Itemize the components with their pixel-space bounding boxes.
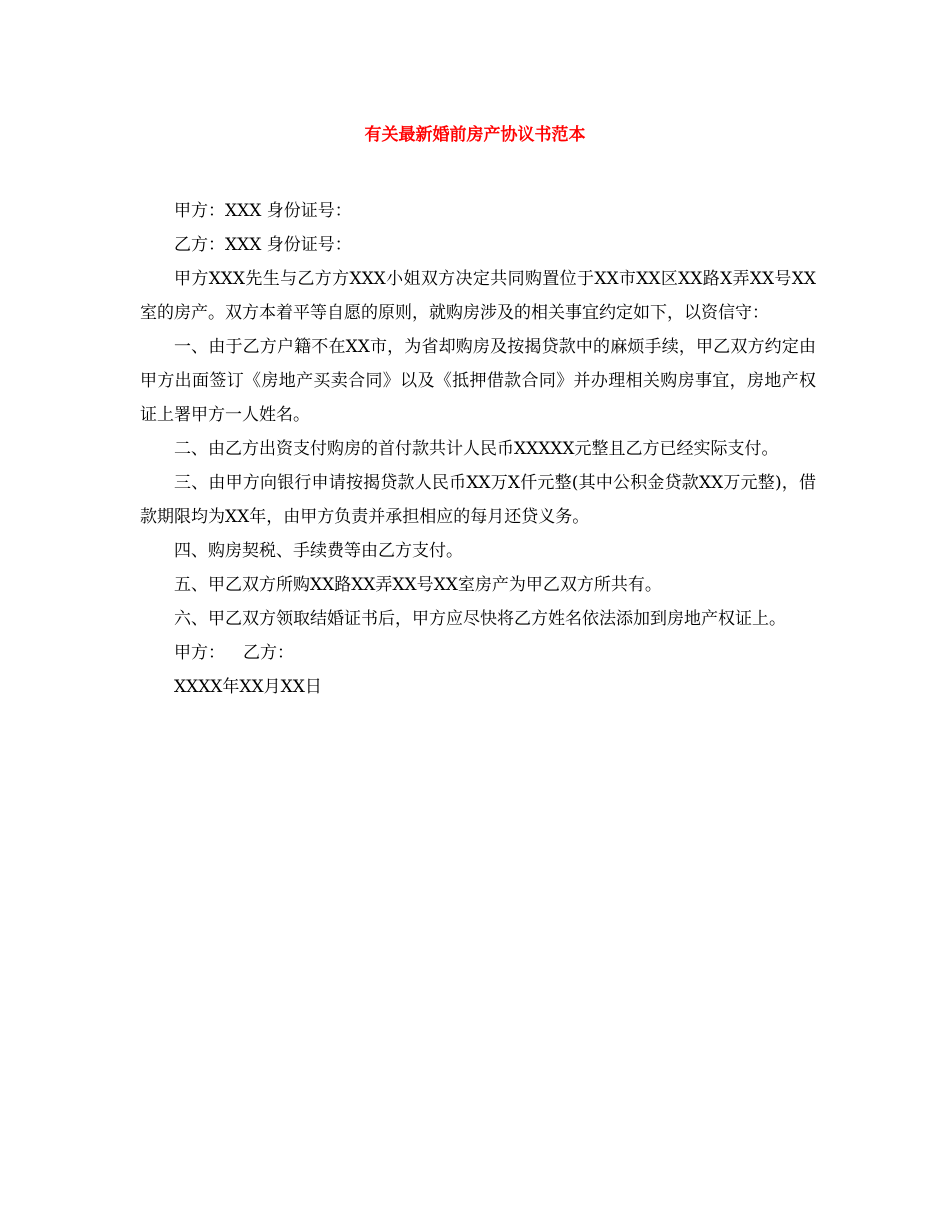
signature-row	[140, 636, 816, 670]
clause-5: 五、甲乙双方所购XX路XX弄XX号XX室房产为甲乙双方所共有。	[174, 575, 662, 595]
clause-3: 三、由甲方向银行申请按揭贷款人民币XX万X仟元整(其中公积金贷款XX万元整)，借款期限均为XX年，由甲方负责并承担相应的每月还贷义务。	[140, 473, 816, 527]
party-a-line: 甲方：XXX 身份证号：	[174, 201, 352, 221]
signing-date: XXXX年XX月XX日	[174, 677, 322, 697]
signature-party-b: 乙方：	[243, 643, 294, 663]
clause-1: 一、由于乙方户籍不在XX市，为省却购房及按揭贷款中的麻烦手续，甲乙双方约定由甲方出面签订《房地产买卖合同》以及《抵押借款合同》并办理相关购房事宜，房地产权证上署甲方一人姓名。	[140, 337, 816, 425]
document-title: 有关最新婚前房产协议书范本	[364, 125, 586, 145]
document-body	[140, 194, 816, 704]
clause-6: 六、甲乙双方领取结婚证书后，甲方应尽快将乙方姓名依法添加到房地产权证上。	[174, 609, 786, 629]
signature-party-a: 甲方：	[174, 643, 225, 663]
clause-2: 二、由乙方出资支付购房的首付款共计人民币XXXXX元整且乙方已经实际支付。	[174, 439, 779, 459]
clause-4: 四、购房契税、手续费等由乙方支付。	[174, 541, 463, 561]
intro-paragraph: 甲方XXX先生与乙方方XXX小姐双方决定共同购置位于XX市XX区XX路X弄XX号XX室的房产。双方本着平等自愿的原则，就购房涉及的相关事宜约定如下，以资信守：	[140, 269, 816, 323]
party-b-line: 乙方：XXX 身份证号：	[174, 235, 352, 255]
